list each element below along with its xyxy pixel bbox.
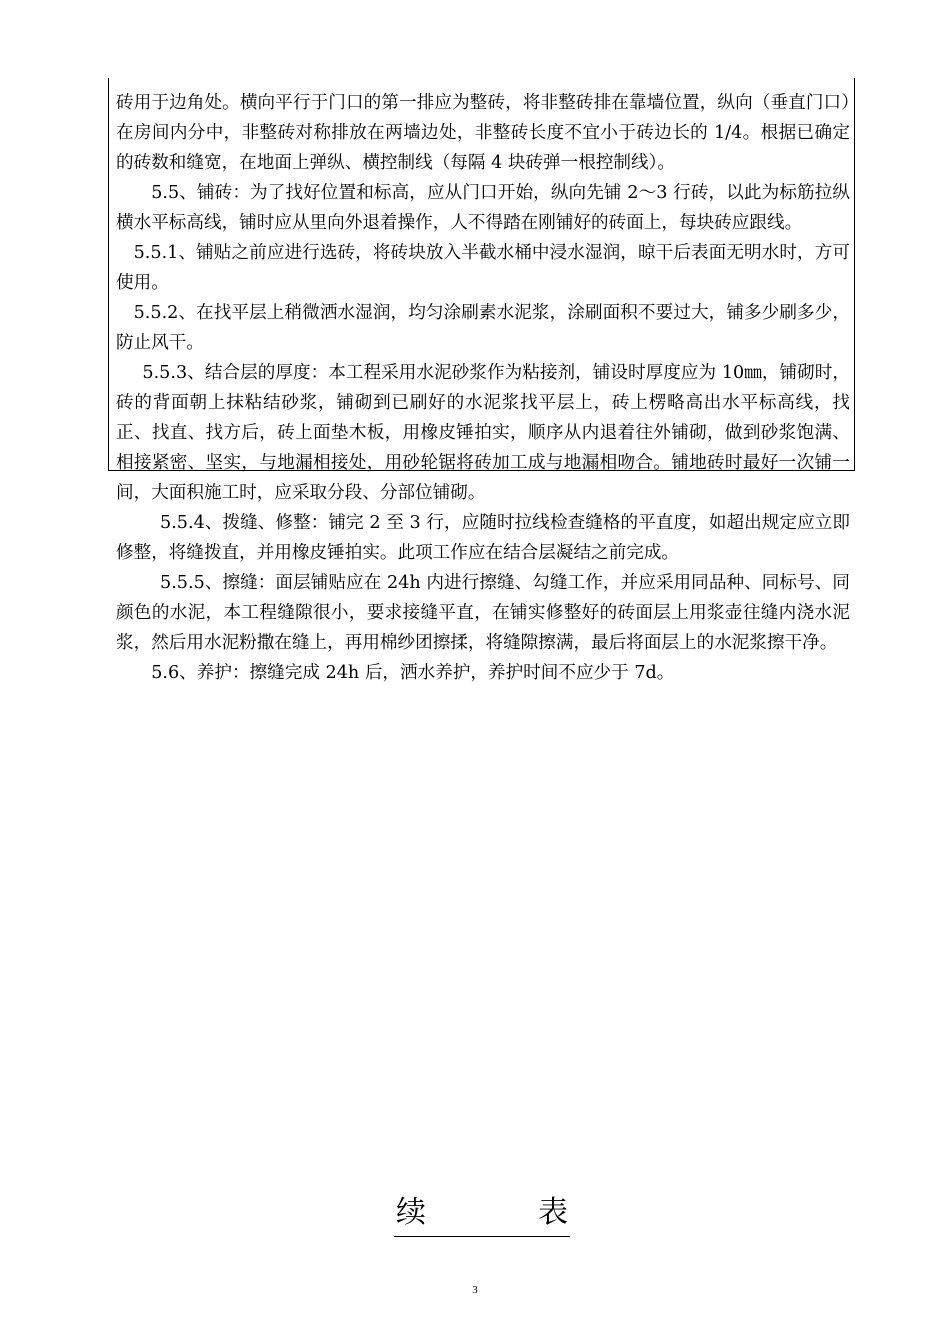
paragraph-5-6-curing: 5.6、养护：擦缝完成 24h 后，洒水养护，养护时间不应少于 7d。 [151, 663, 675, 683]
continued-table-heading [394, 1196, 570, 1237]
page-number: 3 [472, 1284, 478, 1296]
continued-char-1: 续 [396, 1195, 426, 1230]
paragraph-5-5-2: 5.5.2、在找平层上稍微洒水湿润，均匀涂刷素水泥浆，涂刷面积不要过大，铺多少刷多少，防止风干。 [116, 303, 850, 353]
paragraph-tile-layout: 砖用于边角处。横向平行于门口的第一排应为整砖，将非整砖排在靠墙位置，纵向（垂直门口）在房间内分中，非整砖对称排放在两墙边处，非整砖长度不宜小于砖边长的 1/4。根据已确定的砖数和缝宽，在地面上弹纵、横控制线（每隔 4 块砖弹一根控制线）。 [116, 93, 850, 173]
paragraph-5-5-1: 5.5.1、铺贴之前应进行选砖，将砖块放入半截水桶中浸水湿润，晾干后表面无明水时，方可使用。 [116, 243, 850, 293]
document-body [116, 88, 850, 688]
continued-char-2: 表 [538, 1195, 568, 1230]
paragraph-5-5-4: 5.5.4、拨缝、修整：铺完 2 至 3 行，应随时拉线检查缝格的平直度，如超出规定应立即修整，将缝拨直，并用橡皮锤拍实。此项工作应在结合层凝结之前完成。 [116, 513, 850, 563]
paragraph-5-5-5: 5.5.5、擦缝：面层铺贴应在 24h 内进行擦缝、勾缝工作，并应采用同品种、同标号、同颜色的水泥，本工程缝隙很小，要求接缝平直，在铺实修整好的砖面层上用浆壶往缝内浇水泥浆，然后用水泥粉撒在缝上，再用棉纱团擦揉，将缝隙擦满，最后将面层上的水泥浆擦干净。 [116, 573, 850, 653]
paragraph-5-5-laying-tiles: 5.5、铺砖：为了找好位置和标高，应从门口开始，纵向先铺 2～3 行砖，以此为标筋拉纵横水平标高线，铺时应从里向外退着操作，人不得踏在刚铺好的砖面上，每块砖应跟线。 [116, 183, 850, 233]
paragraph-5-5-3: 5.5.3、结合层的厚度：本工程采用水泥砂浆作为粘接剂，铺设时厚度应为 10㎜，铺砌时，砖的背面朝上抹粘结砂浆，铺砌到已刷好的水泥浆找平层上，砖上楞略高出水平标高线，找正、找直、找方后，砖上面垫木板，用橡皮锤拍实，顺序从内退着往外铺砌，做到砂浆饱满、相接紧密、坚实，与地漏相接处，用砂轮锯将砖加工成与地漏相吻合。铺地砖时最好一次铺一间，大面积施工时，应采取分段、分部位铺砌。 [116, 363, 850, 503]
